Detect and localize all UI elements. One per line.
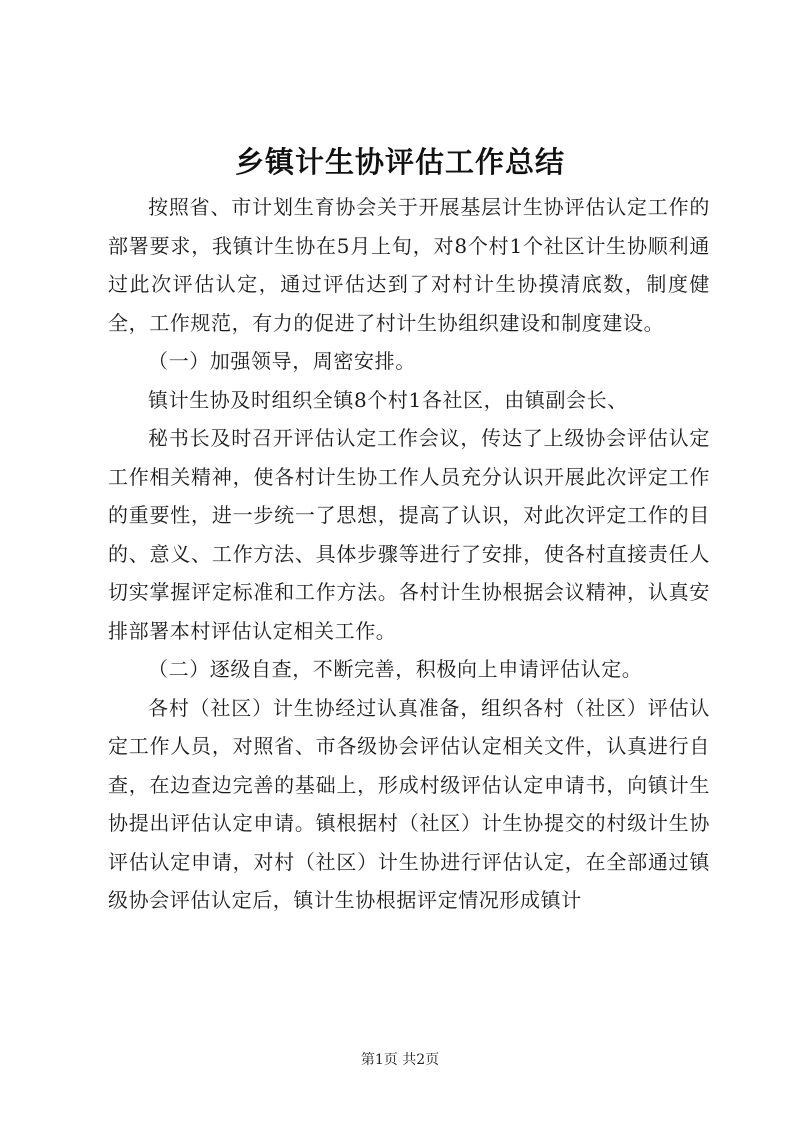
section-heading-2: （二）逐级自查，不断完善，积极向上申请评估认定。 [148, 657, 643, 681]
paragraph-section-2: 各村（社区）计生协经过认真准备，组织各村（社区）评估认定工作人员，对照省、市各级协会评估认定相关文件，认真进行自查，在边查边完善的基础上，形成村级评估认定申请书，向镇计生协提出评估认定申请。镇根据村（社区）计生协提交的村级计生协评估认定申请，对村（社区）计生协进行评估认定，在全部通过镇级协会评估认定后，镇计生协根据评定情况形成镇计 [108, 695, 710, 912]
page-footer: 第1页 共2页 [360, 1052, 440, 1068]
paragraph-section-1b: 秘书长及时召开评估认定工作会议，传达了上级协会评估认定工作相关精神，使各村计生协工作人员充分认识开展此次评定工作的重要性，进一步统一了思想，提高了认识，对此次评定工作的目的、意义、工作方法、具体步骤等进行了安排，使各村直接责任人切实掌握评定标准和工作方法。各村计生协根据会议精神，认真安排部署本村评估认定相关工作。 [108, 426, 710, 643]
paragraph-intro: 按照省、市计划生育协会关于开展基层计生协评估认定工作的部署要求，我镇计生协在5月上旬，对8个村1个社区计生协顺利通过此次评估认定，通过评估达到了对村计生协摸清底数，制度健全，工作规范，有力的促进了村计生协组织建设和制度建设。 [108, 195, 710, 335]
paragraph-section-1a: 镇计生协及时组织全镇8个村1各社区，由镇副会长、 [148, 387, 628, 412]
section-heading-1: （一）加强领导，周密安排。 [148, 349, 416, 373]
document-body [108, 188, 710, 920]
page-title: 乡镇计生协评估工作总结 [234, 145, 565, 179]
